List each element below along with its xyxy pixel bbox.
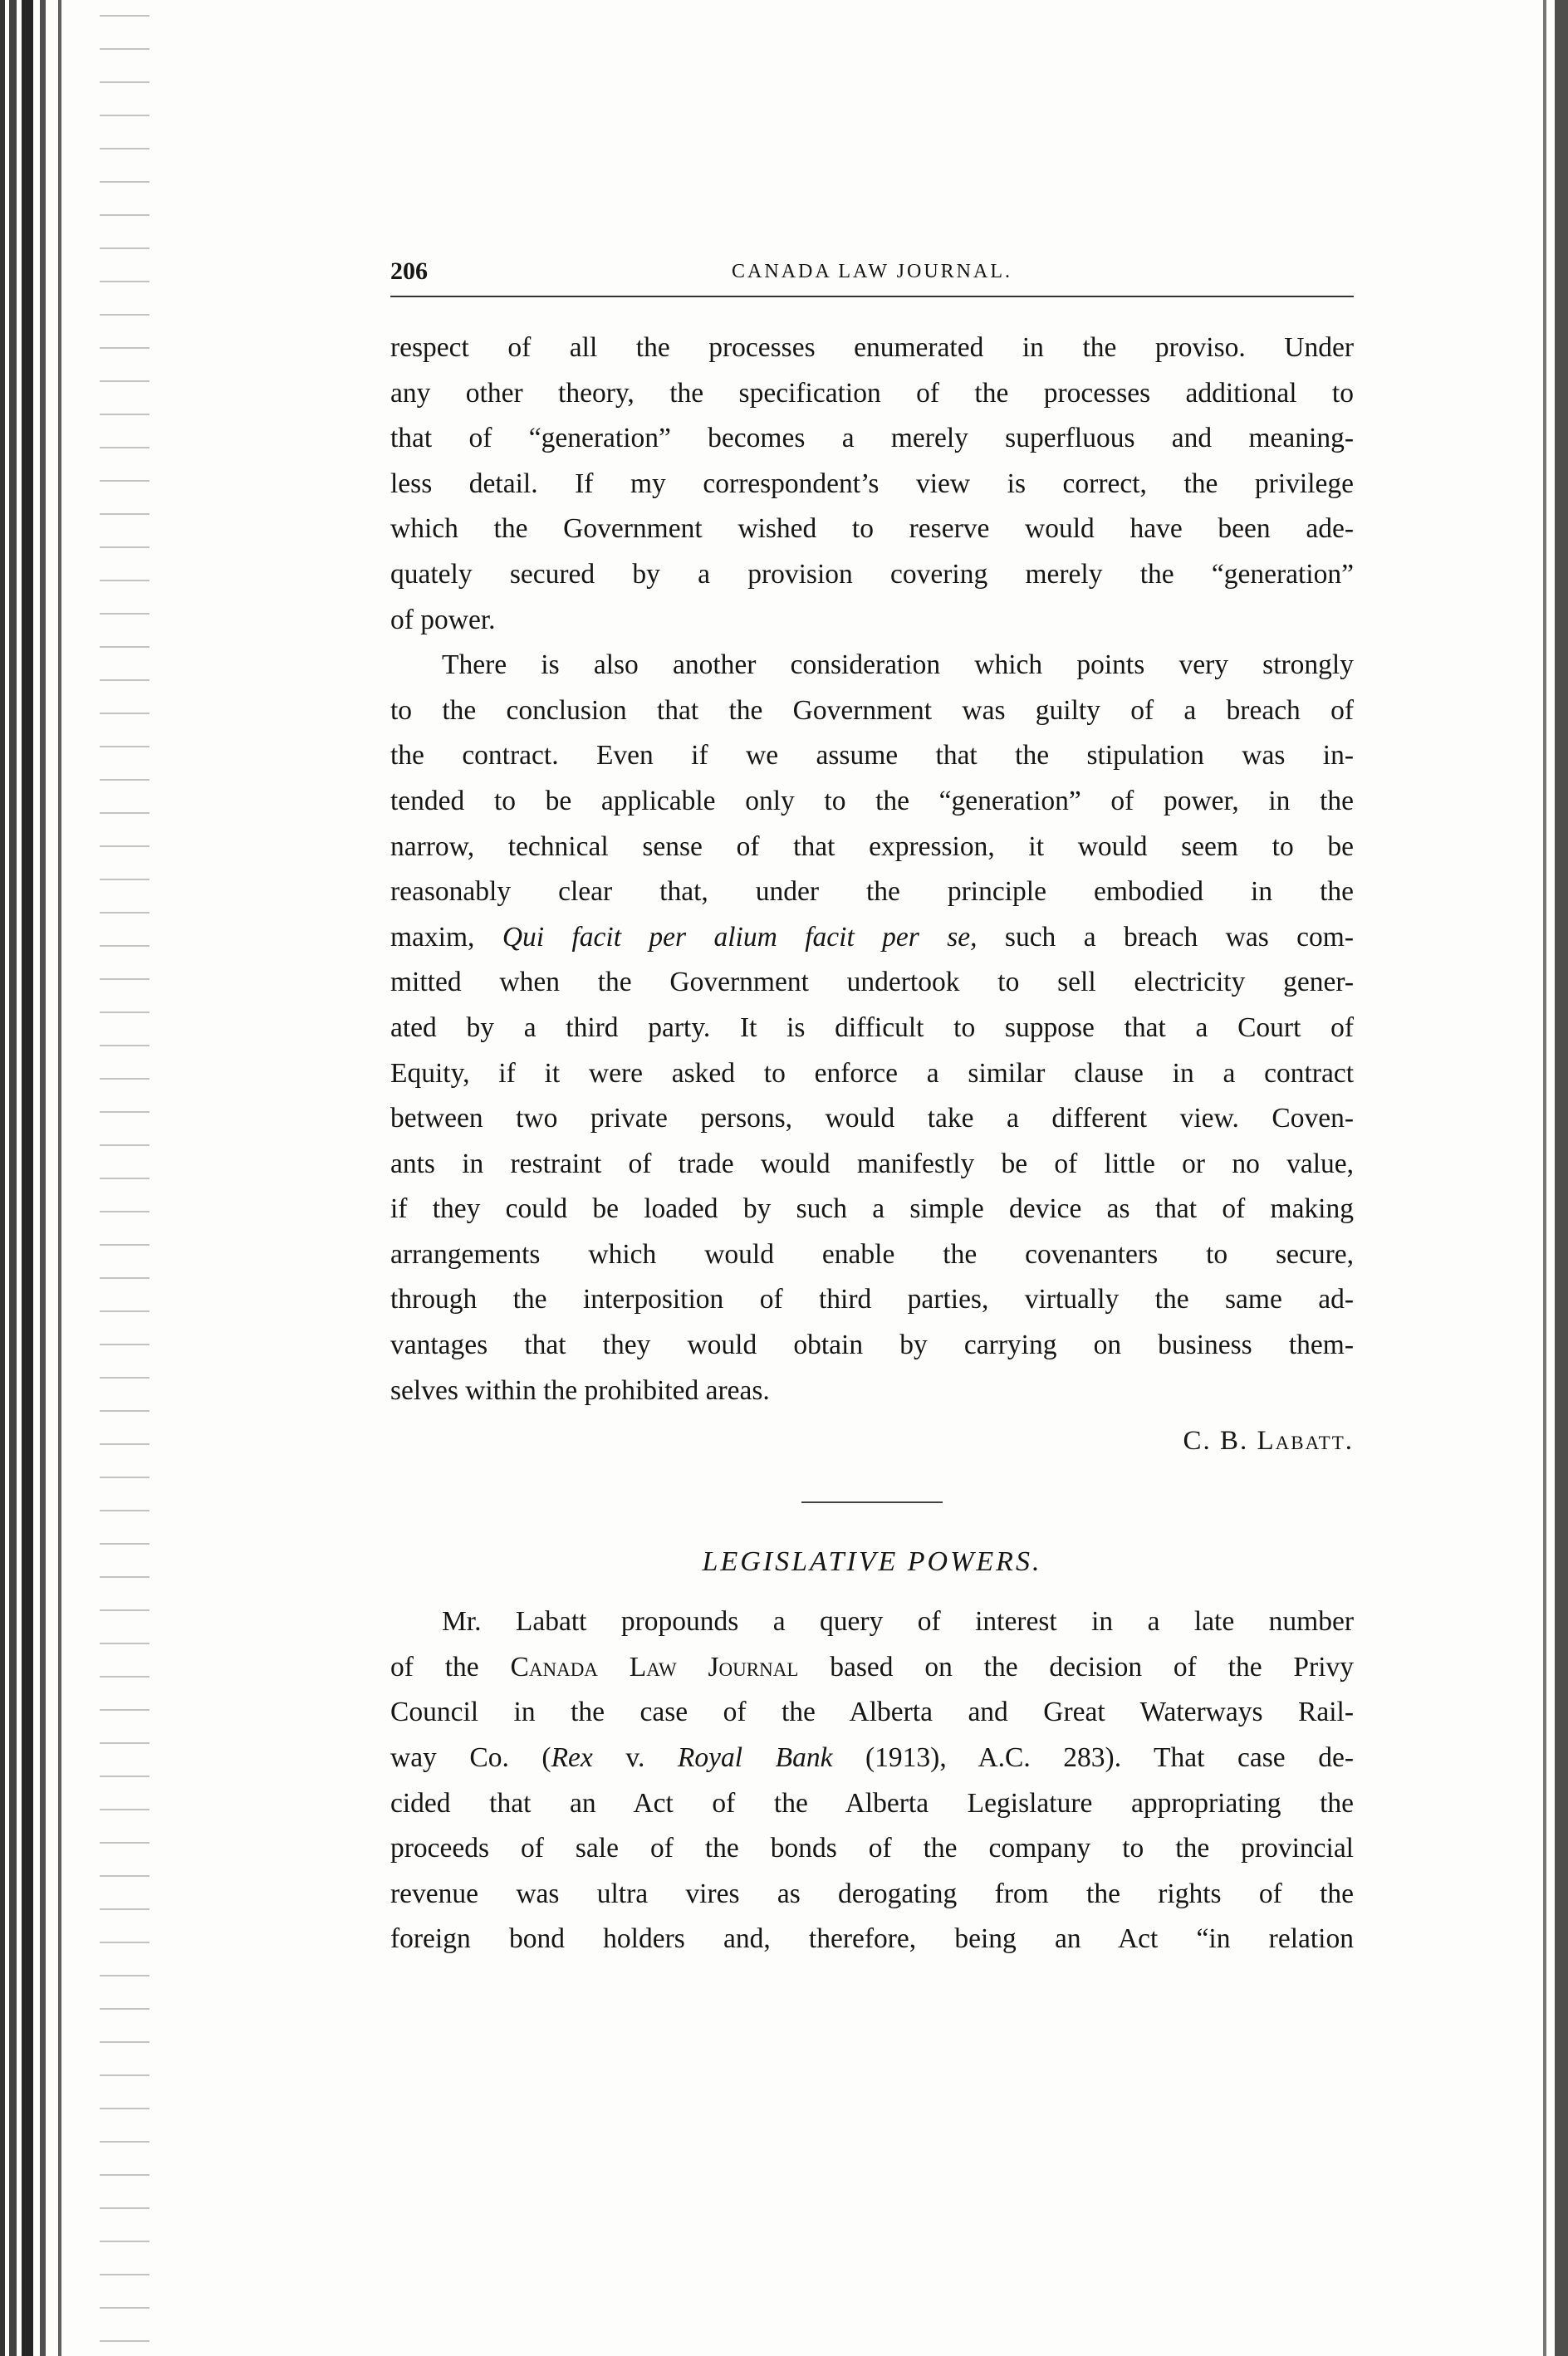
- journal-name: Canada Law Journal: [510, 1651, 799, 1683]
- author-signature: C. B. Labatt.: [1183, 1426, 1354, 1457]
- text-line: which the Government wished to reserve would have been ade-: [390, 513, 1354, 545]
- document-page: [390, 257, 1354, 1962]
- text-line: less detail. If my correspondent’s view is correct, the privilege: [390, 468, 1354, 499]
- text-span: such a breach was com-: [1004, 921, 1354, 953]
- text-line: vantages that they would obtain by carrying on business them-: [390, 1330, 1354, 1361]
- text-span: (1913), A.C. 283). That case de-: [832, 1742, 1355, 1774]
- text-line: revenue was ultra vires as derogating from the rights of the: [390, 1878, 1354, 1909]
- case-party: Rex: [551, 1742, 593, 1774]
- text-line: through the interposition of third parties, virtually the same ad-: [390, 1284, 1354, 1315]
- body-text: [390, 326, 1354, 1962]
- text-span: maxim,: [390, 921, 475, 953]
- text-line: tended to be applicable only to the “generation” of power, in the: [390, 785, 1354, 816]
- page-number: 206: [390, 257, 428, 285]
- page-binding-edge: [0, 0, 158, 2356]
- text-line: ants in restraint of trade would manifestly be of little or no value,: [390, 1148, 1354, 1179]
- text-line: any other theory, the specification of the processes additional to: [390, 377, 1354, 409]
- text-line: proceeds of sale of the bonds of the company to the provincial: [390, 1833, 1354, 1864]
- case-citation-line: [390, 1736, 1354, 1781]
- section-divider: [801, 1501, 943, 1503]
- text-line: mitted when the Government undertook to sell electricity gener-: [390, 967, 1354, 998]
- text-span: based on the decision of the Privy: [830, 1651, 1355, 1683]
- text-line: respect of all the processes enumerated in the proviso. Under: [390, 332, 1354, 363]
- text-line: Equity, if it were asked to enforce a similar clause in a contract: [390, 1057, 1354, 1089]
- case-party: Royal Bank: [677, 1742, 833, 1774]
- text-line: [390, 1645, 1354, 1691]
- maxim-line: [390, 915, 1354, 961]
- text-line: between two private persons, would take a different view. Coven-: [390, 1103, 1354, 1134]
- page-right-edge: [1518, 0, 1568, 2356]
- text-line: to the conclusion that the Government was guilty of a breach of: [390, 694, 1354, 726]
- text-line: Council in the case of the Alberta and Great Waterways Rail-: [390, 1697, 1354, 1728]
- text-line: ated by a third party. It is difficult to suppose that a Court of: [390, 1011, 1354, 1043]
- text-line: if they could be loaded by such a simple device as that of making: [390, 1193, 1354, 1225]
- text-line: cided that an Act of the Alberta Legislature appropriating the: [390, 1787, 1354, 1819]
- text-span: of the: [390, 1651, 479, 1683]
- text-line: narrow, technical sense of that expression, it would seem to be: [390, 830, 1354, 862]
- paragraph-1: [390, 326, 1354, 643]
- journal-title: CANADA LAW JOURNAL.: [732, 261, 1012, 282]
- text-line: selves within the prohibited areas.: [390, 1374, 770, 1406]
- paragraph-3: [390, 1599, 1354, 1962]
- text-line: arrangements which would enable the covenanters to secure,: [390, 1238, 1354, 1270]
- text-line: reasonably clear that, under the principle embodied in the: [390, 876, 1354, 908]
- text-line: the contract. Even if we assume that the stipulation was in-: [390, 740, 1354, 771]
- text-span: way Co. (: [390, 1742, 551, 1774]
- text-span: v.: [592, 1742, 678, 1774]
- running-header: [390, 257, 1354, 297]
- text-line: of power.: [390, 604, 496, 635]
- text-line: There is also another consideration which points very strongly: [442, 649, 1354, 681]
- section-heading: LEGISLATIVE POWERS.: [702, 1546, 1042, 1578]
- text-line: foreign bond holders and, therefore, being an Act “in relation: [390, 1923, 1354, 1955]
- text-line: that of “generation” becomes a merely superfluous and meaning-: [390, 423, 1354, 454]
- text-line: quately secured by a provision covering merely the “generation”: [390, 558, 1354, 590]
- paragraph-2: [390, 643, 1354, 1413]
- text-line: Mr. Labatt propounds a query of interest in a late number: [442, 1606, 1354, 1638]
- latin-maxim: Qui facit per alium facit per se,: [502, 921, 978, 953]
